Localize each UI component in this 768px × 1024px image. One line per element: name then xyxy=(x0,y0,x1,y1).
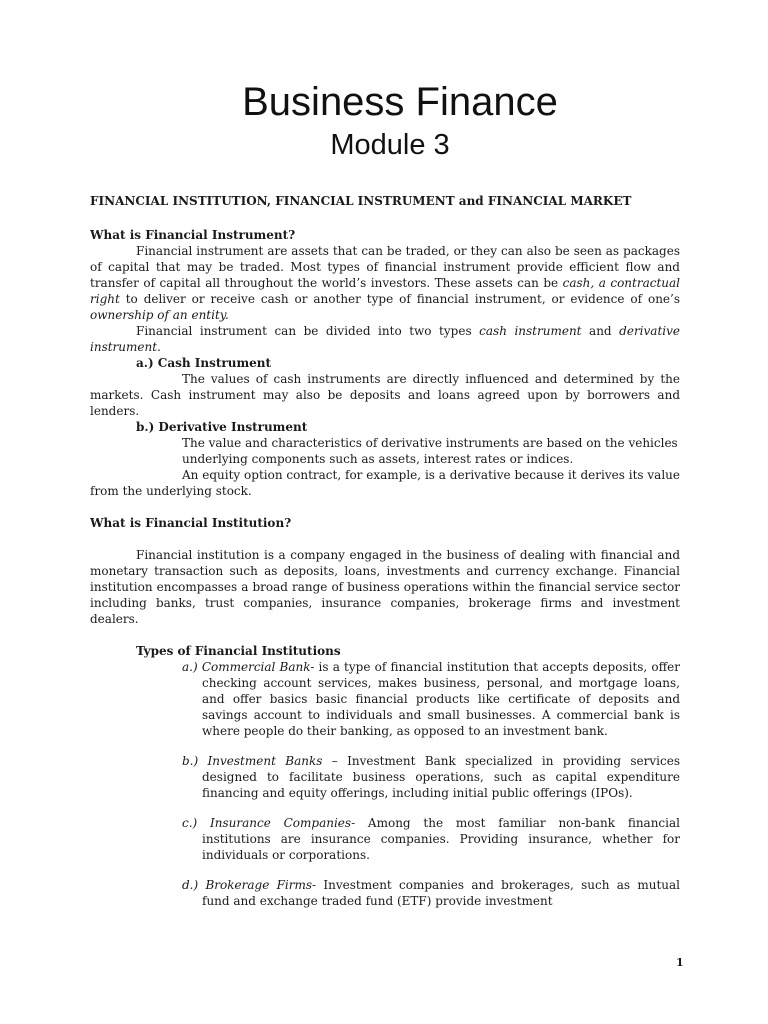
list-item-commercial-bank xyxy=(90,659,680,739)
text-run: Financial instrument are assets that can be traded, or they can also be seen as packages of capital that may be traded. Most types of financial instrument provide efficient flow and transfer of capital all throughout the world’s investors. These assets can be xyxy=(90,244,680,290)
list-item-text: is a type of financial institution that accepts deposits, offer checking account services, makes business, personal, and mortgage loans, and offer basics basic financial products like certificate of deposits and savings account to individuals and small businesses. A commercial bank is where people do their banking, as opposed to an investment bank. xyxy=(202,660,680,738)
list-item-brokerage-firms xyxy=(90,877,680,909)
italic-run: ownership of an entity. xyxy=(90,308,229,322)
document-body xyxy=(90,193,680,909)
list-item-investment-banks xyxy=(90,753,680,801)
text-run: to deliver or receive cash or another type of financial instrument, or evidence of one’s xyxy=(119,292,680,306)
list-item-label: b.) Investment Banks xyxy=(182,754,323,768)
list-item-text: Investment companies and brokerages, such as mutual fund and exchange traded fund (ETF) provide investment xyxy=(202,878,681,908)
list-item-text: – Investment Bank specialized in providing services designed to facilitate business operations, such as capital expenditure financing and equity offerings, including initial public offerings (IPOs). xyxy=(202,754,680,800)
list-item-insurance-companies xyxy=(90,815,680,863)
paragraph-cash-instrument: The values of cash instruments are directly influenced and determined by the markets. Cash instrument may also be deposits and loans agreed upon by borrowers and lenders. xyxy=(90,372,680,418)
italic-run: cash, a contractual right xyxy=(90,276,680,306)
question-financial-institution: What is Financial Institution? xyxy=(90,516,292,530)
paragraph-instrument-definition xyxy=(90,243,680,323)
list-item-text: Among the most familiar non-bank financial institutions are insurance companies. Providing insurance, whether for individuals or corporations. xyxy=(202,816,680,862)
subheading-derivative-instrument: b.) Derivative Instrument xyxy=(136,420,308,434)
italic-run: derivative instrument. xyxy=(90,324,680,354)
subheading-cash-instrument: a.) Cash Instrument xyxy=(136,356,272,370)
question-financial-instrument: What is Financial Instrument? xyxy=(90,228,296,242)
page-title: Business Finance xyxy=(242,80,558,124)
page-number: 1 xyxy=(676,956,684,969)
section-heading: FINANCIAL INSTITUTION, FINANCIAL INSTRUMENT and FINANCIAL MARKET xyxy=(90,194,632,208)
text-run: Financial instrument can be divided into two types xyxy=(136,324,480,338)
list-item-label: d.) Brokerage Firms- xyxy=(182,878,317,892)
list-item-label: c.) Insurance Companies- xyxy=(182,816,356,830)
paragraph-instrument-types xyxy=(90,323,680,355)
italic-run: cash instrument xyxy=(479,324,582,338)
subheading-types-of-institutions: Types of Financial Institutions xyxy=(136,644,341,658)
list-item-label: a.) Commercial Bank- xyxy=(182,660,315,674)
paragraph-institution-definition: Financial institution is a company engaged in the business of dealing with financial and monetary transaction such as deposits, loans, investments and currency exchange. Financial institution encompasses a broad range of business operations within the financial service sector including banks, trust companies, insurance companies, brokerage firms and investment dealers. xyxy=(90,548,680,626)
text-run: and xyxy=(581,324,620,338)
paragraph-derivative-value: The value and characteristics of derivative instruments are based on the vehicles underlying components such as assets, interest rates or indices. xyxy=(182,436,678,466)
page-subtitle: Module 3 xyxy=(330,129,450,161)
paragraph-derivative-example: An equity option contract, for example, is a derivative because it derives its value from the underlying stock. xyxy=(90,468,680,498)
